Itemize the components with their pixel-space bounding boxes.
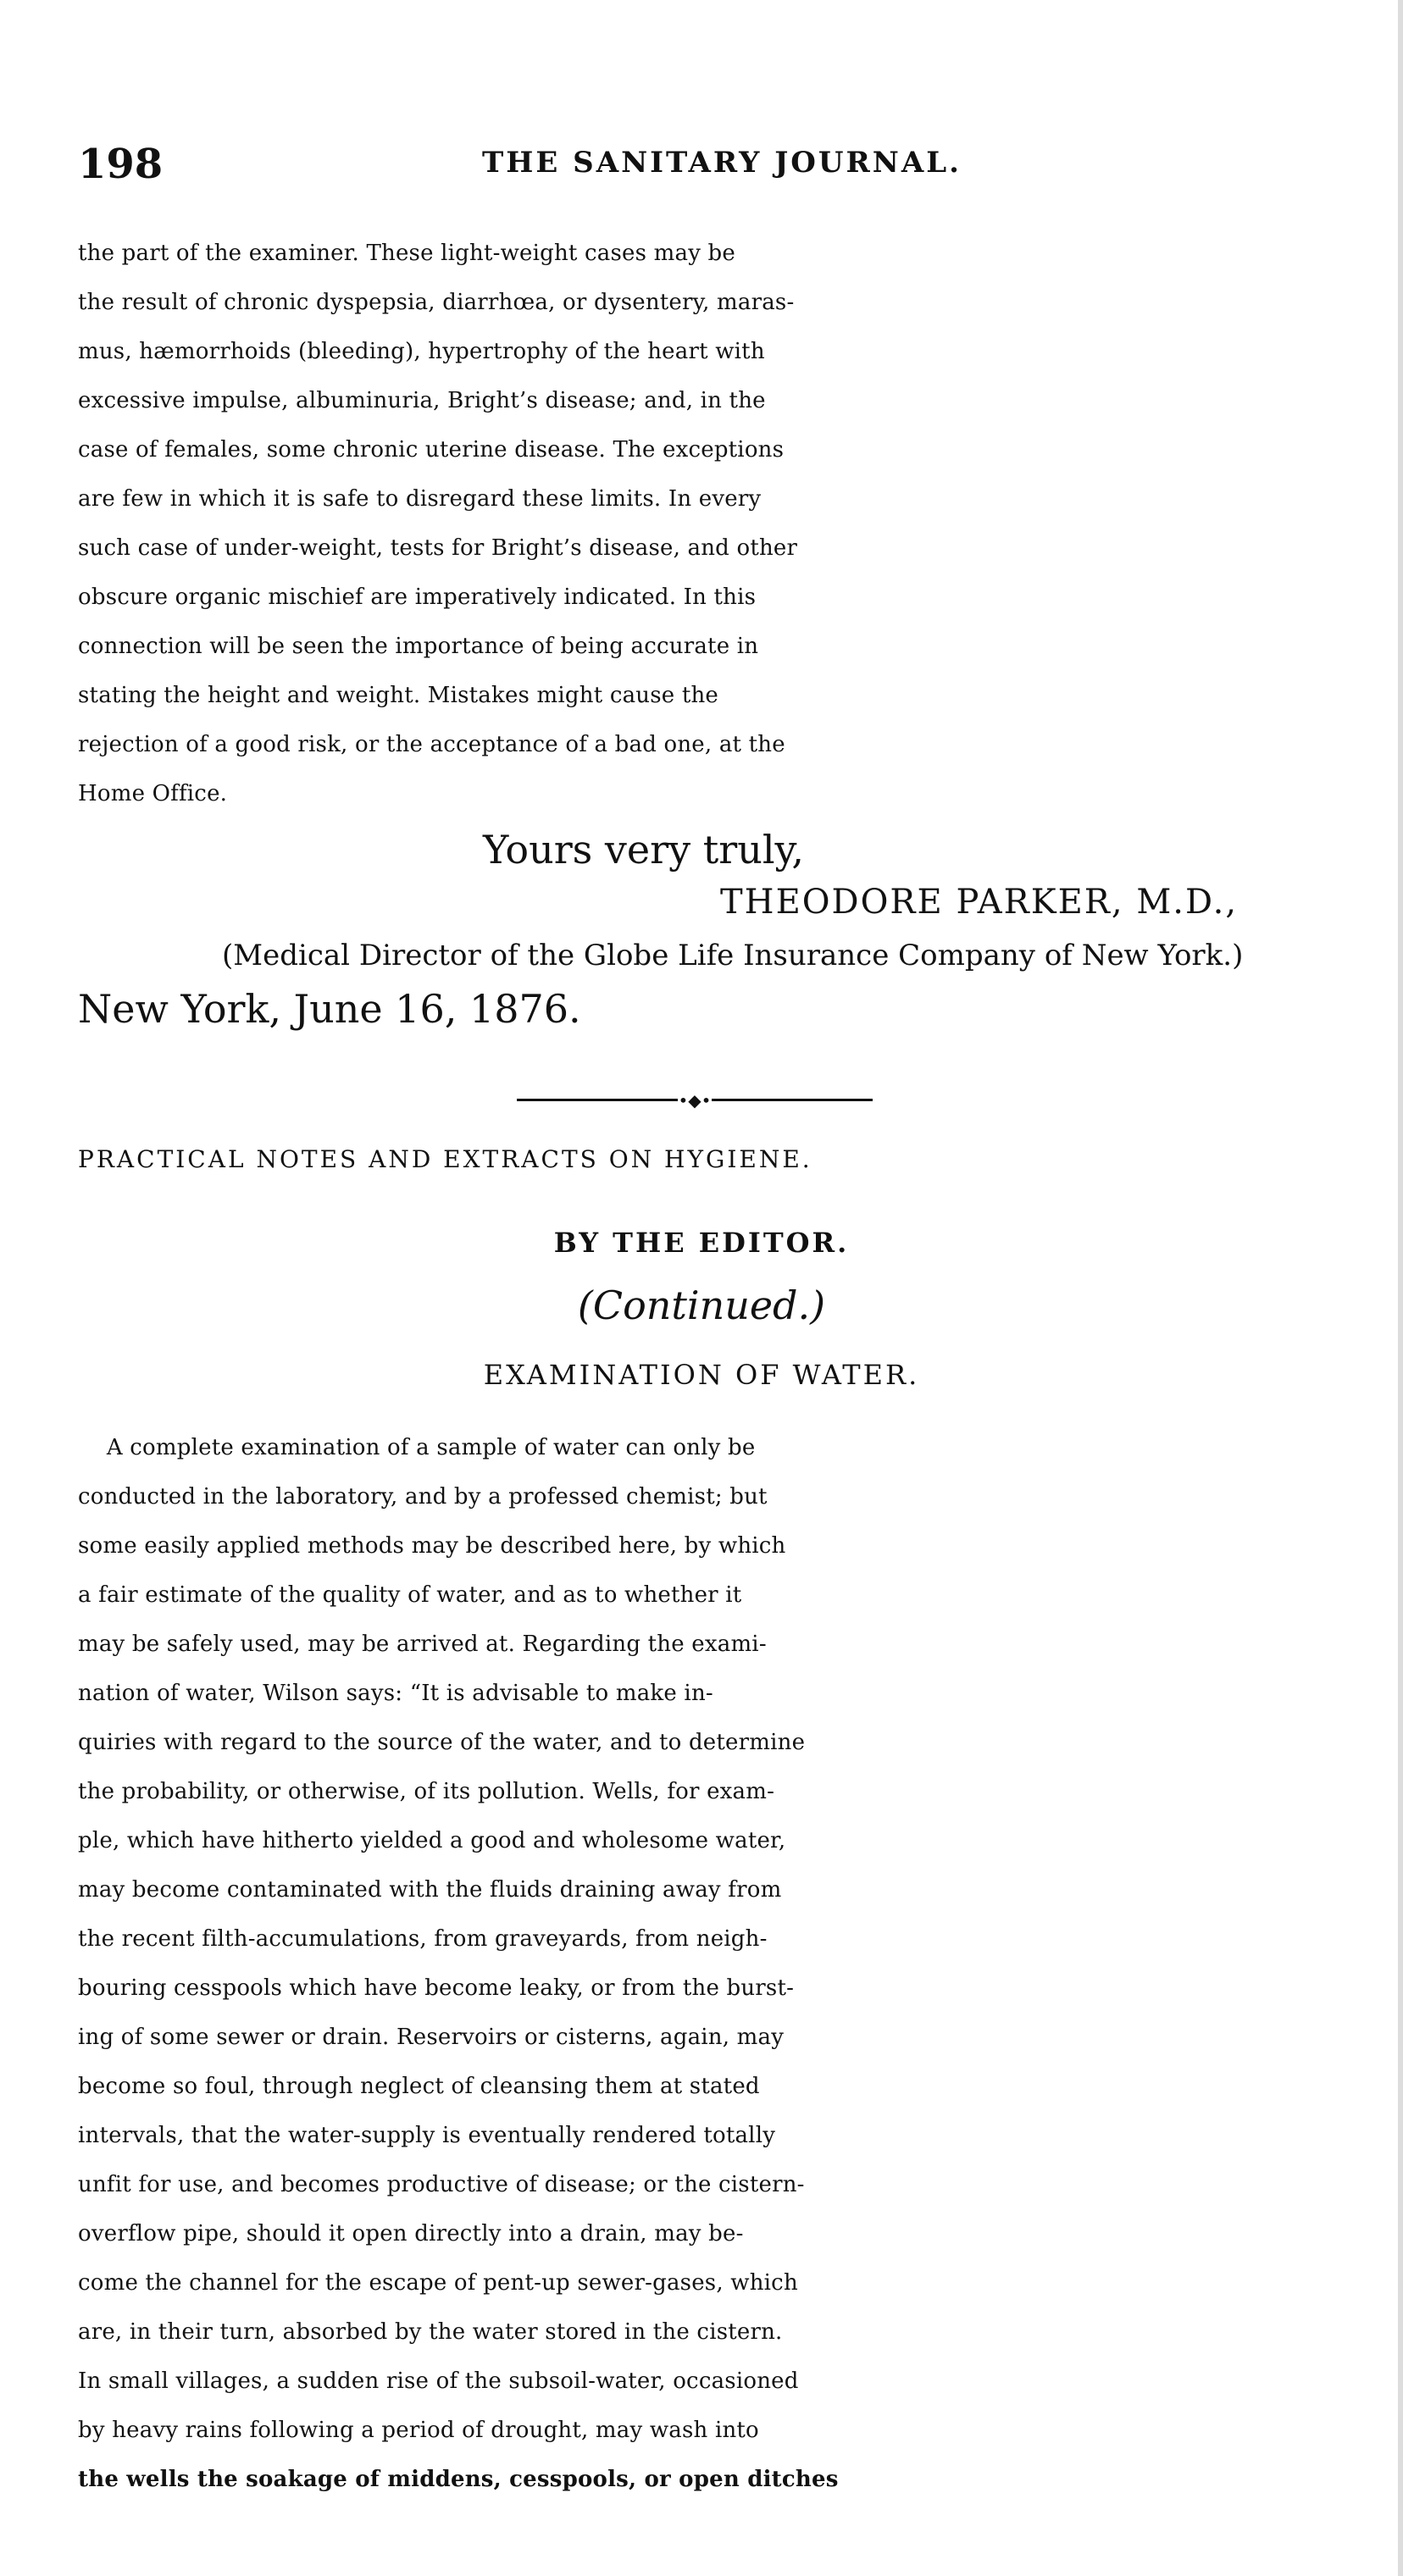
article-title: PRACTICAL NOTES AND EXTRACTS ON HYGIENE.	[78, 1145, 812, 1173]
article-line: conducted in the laboratory, and by a professed chemist; but	[78, 1484, 768, 1510]
letter-dateline: New York, June 16, 1876.	[78, 986, 581, 1032]
article-line: the recent filth-accumulations, from graveyards, from neigh-	[78, 1926, 768, 1952]
article-subheading: EXAMINATION OF WATER.	[483, 1359, 920, 1391]
section-divider	[517, 1092, 873, 1109]
letter-line: are few in which it is safe to disregard these limits. In every	[78, 486, 762, 512]
article-line: ing of some sewer or drain. Reservoirs or cisterns, again, may	[78, 2025, 785, 2050]
letter-line: mus, hæmorrhoids (bleeding), hypertrophy of the heart with	[78, 339, 765, 364]
article-line: may become contaminated with the fluids draining away from	[78, 1877, 782, 1903]
letter-line: rejection of a good risk, or the acceptance of a bad one, at the	[78, 732, 785, 757]
article-line: become so foul, through neglect of cleansing them at stated	[78, 2074, 760, 2099]
letter-line: obscure organic mischief are imperatively indicated. In this	[78, 584, 757, 610]
page-number: 198	[78, 141, 164, 188]
article-line: nation of water, Wilson says: “It is advisable to make in-	[78, 1681, 713, 1706]
divider-ornament-icon: •◆•	[678, 1090, 712, 1111]
letter-line: such case of under-weight, tests for Bright’s disease, and other	[78, 535, 798, 561]
letter-line: Home Office.	[78, 781, 228, 806]
article-continued-note: (Continued.)	[577, 1282, 826, 1328]
article-byline: BY THE EDITOR.	[553, 1227, 850, 1259]
article-line: overflow pipe, should it open directly into a drain, may be-	[78, 2221, 744, 2246]
article-line: are, in their turn, absorbed by the water stored in the cistern.	[78, 2319, 783, 2345]
article-line: a fair estimate of the quality of water, and as to whether it	[78, 1582, 742, 1608]
article-line: some easily applied methods may be described here, by which	[78, 1533, 786, 1559]
letter-line: the result of chronic dyspepsia, diarrhœa, or dysentery, maras-	[78, 290, 795, 315]
letter-line: connection will be seen the importance of being accurate in	[78, 634, 759, 659]
letter-line: stating the height and weight. Mistakes might cause the	[78, 683, 719, 708]
article-line: by heavy rains following a period of drought, may wash into	[78, 2418, 759, 2443]
article-line: intervals, that the water-supply is eventually rendered totally	[78, 2123, 776, 2148]
article-line: In small villages, a sudden rise of the subsoil-water, occasioned	[78, 2368, 799, 2394]
divider-left-bar	[517, 1099, 678, 1101]
article-line: ple, which have hitherto yielded a good and wholesome water,	[78, 1828, 786, 1853]
article-line: A complete examination of a sample of water can only be	[78, 1435, 756, 1460]
letter-line: the part of the examiner. These light-weight cases may be	[78, 241, 735, 266]
article-line: unfit for use, and becomes productive of disease; or the cistern-	[78, 2172, 805, 2197]
divider-right-bar	[712, 1099, 873, 1101]
page-edge-shadow	[1398, 0, 1403, 2576]
letter-signature: THEODORE PARKER, M.D.,	[720, 883, 1239, 922]
article-line: come the channel for the escape of pent-up sewer-gases, which	[78, 2270, 798, 2296]
article-line: the wells the soakage of middens, cesspools, or open ditches	[78, 2467, 839, 2492]
article-line: may be safely used, may be arrived at. Regarding the exami-	[78, 1631, 767, 1657]
letter-closing: Yours very truly,	[483, 827, 805, 873]
letter-line: case of females, some chronic uterine disease. The exceptions	[78, 437, 785, 463]
journal-title: THE SANITARY JOURNAL.	[481, 146, 962, 180]
signatory-affiliation: (Medical Director of the Globe Life Insurance Company of New York.)	[222, 939, 1244, 972]
article-line: the probability, or otherwise, of its pollution. Wells, for exam-	[78, 1779, 775, 1804]
article-line: quiries with regard to the source of the water, and to determine	[78, 1730, 806, 1755]
letter-line: excessive impulse, albuminuria, Bright’s disease; and, in the	[78, 388, 766, 413]
article-line: bouring cesspools which have become leaky, or from the burst-	[78, 1975, 795, 2001]
running-header	[78, 141, 1366, 191]
